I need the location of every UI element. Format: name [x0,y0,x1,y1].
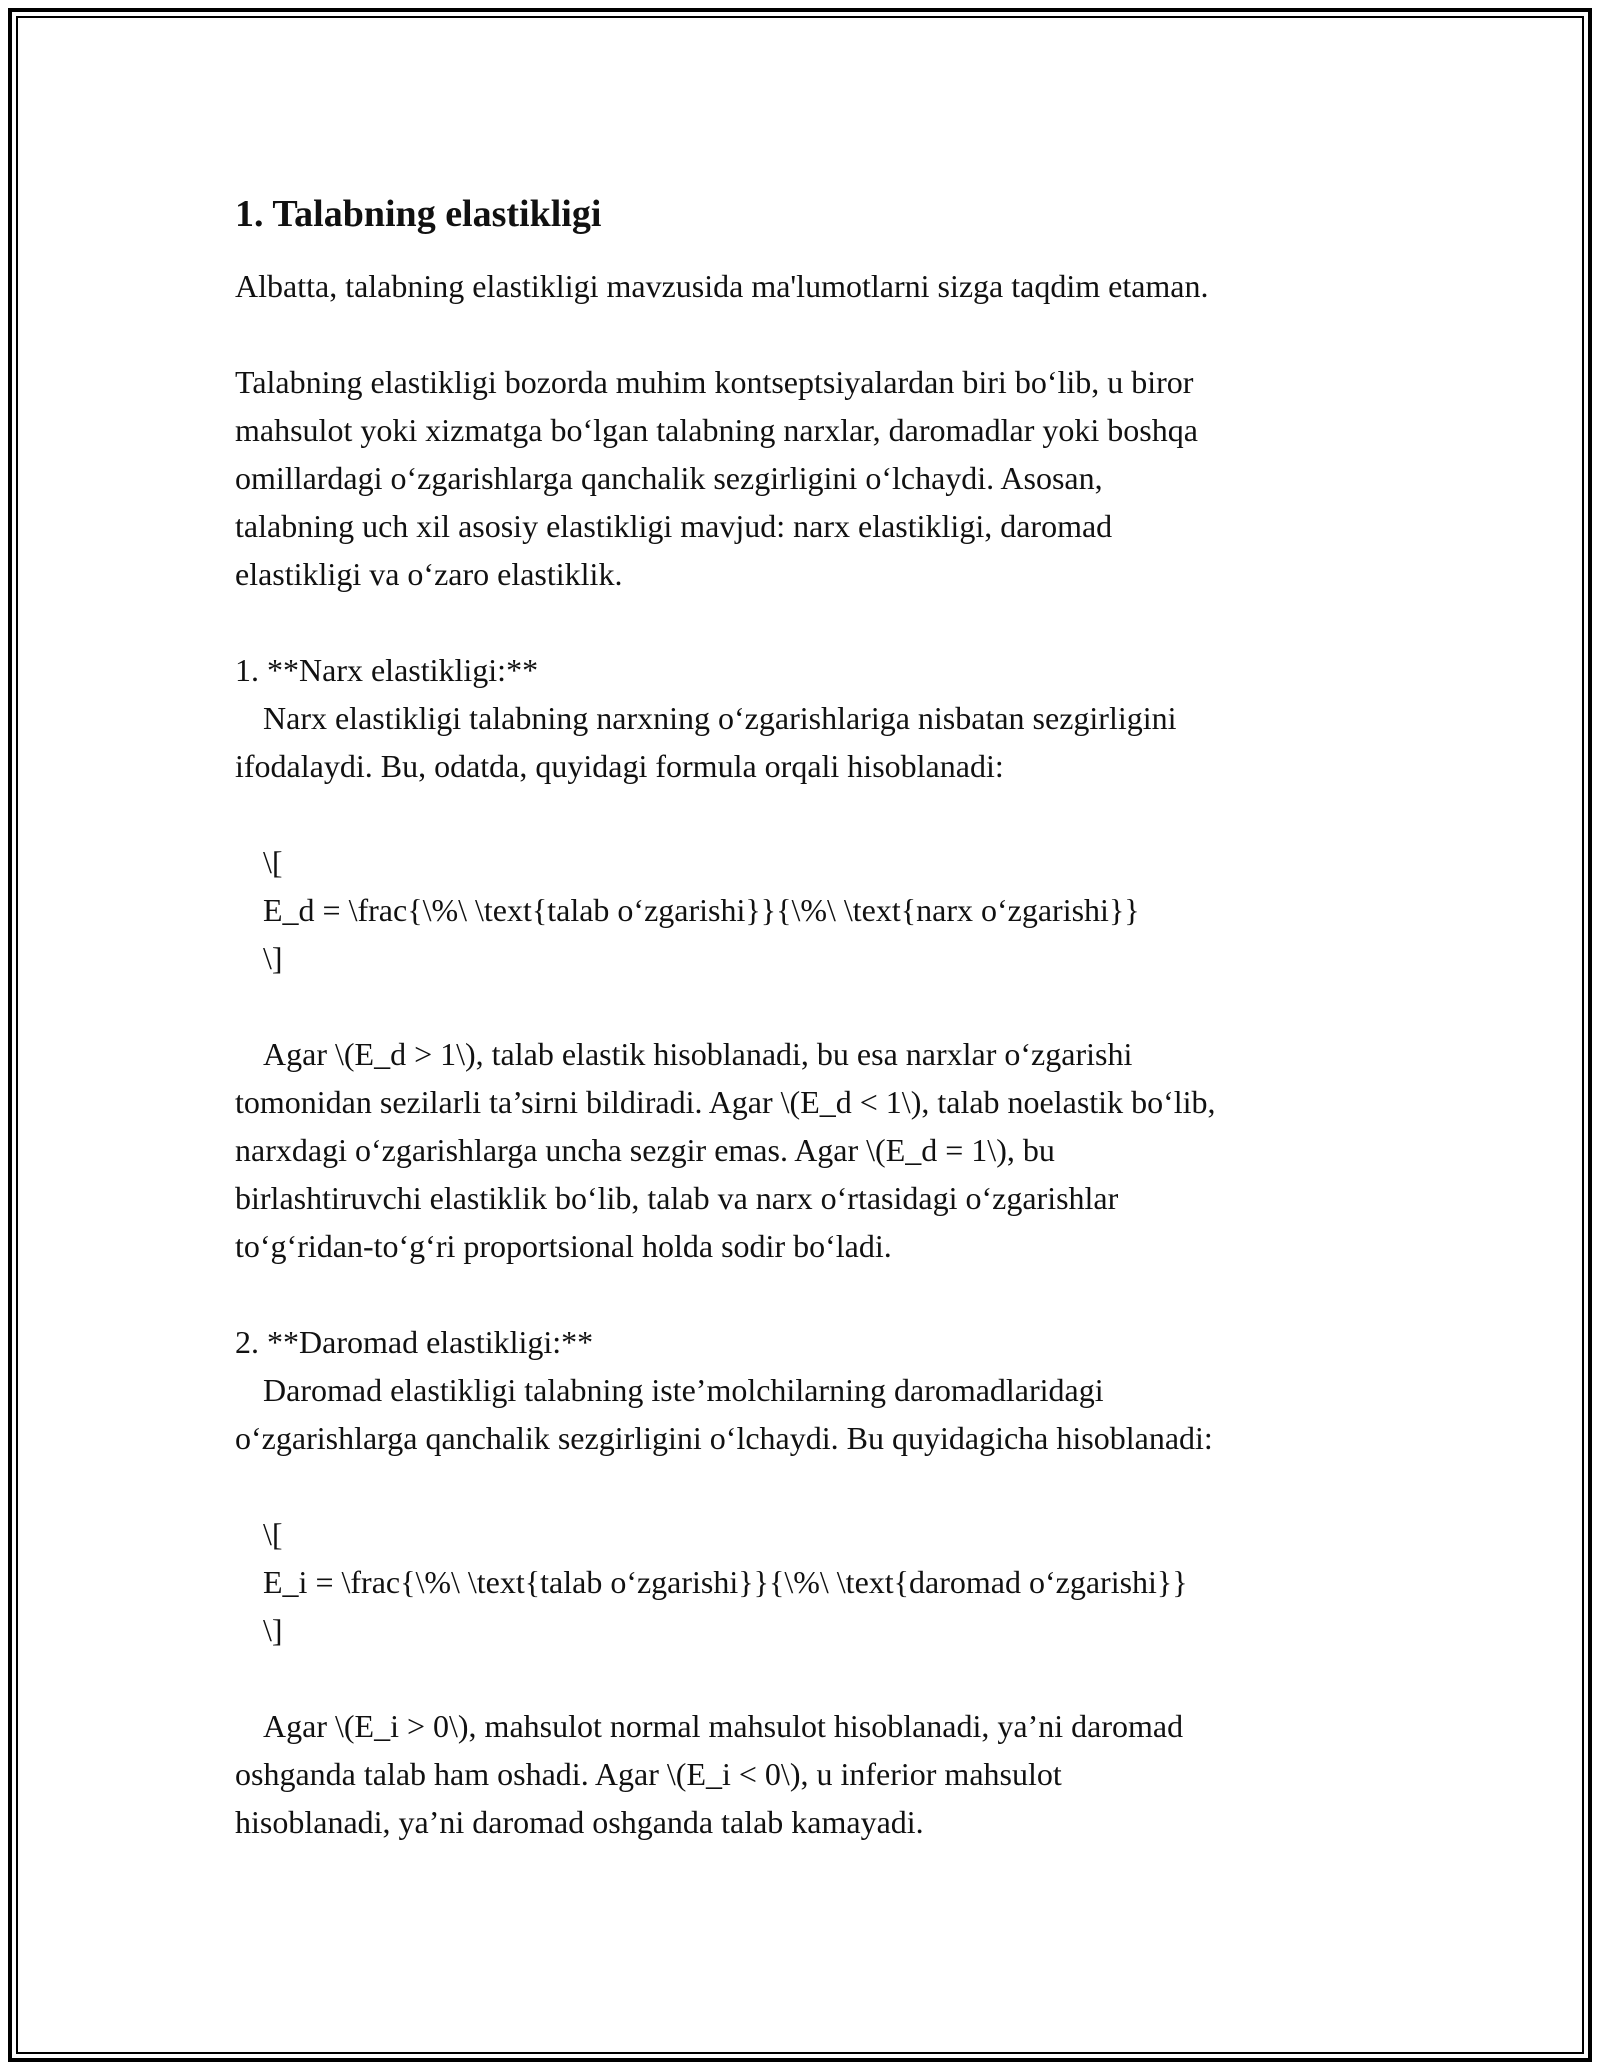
explanation-paragraph [235,1030,1385,1270]
explanation-line: oshganda talab ham oshadi. Agar \(E_i < 0\), u inferior mahsulot [235,1756,1062,1792]
spacer [235,598,1385,646]
explanation-line: tomonidan sezilarli ta’sirni bildiradi. Agar \(E_d < 1\), talab noelastik bo‘lib, [235,1084,1216,1120]
section-price-elasticity [235,646,1385,1270]
section-heading: 1. **Narx elastikligi:** [235,652,539,688]
overview-line: mahsulot yoki xizmatga bo‘lgan talabning narxlar, daromadlar yoki boshqa [235,412,1198,448]
spacer [235,310,1385,358]
formula-line: E_i = \frac{\%\ \text{talab o‘zgarishi}}{\%\ \text{daromad o‘zgarishi}} [263,1564,1188,1600]
section-income-elasticity [235,1318,1385,1846]
overview-line: elastikligi va o‘zaro elastiklik. [235,556,623,592]
formula-block [235,1510,1385,1654]
explanation-line: Agar \(E_i > 0\), mahsulot normal mahsulot hisoblanadi, ya’ni daromad [263,1708,1184,1744]
overview-line: Talabning elastikligi bozorda muhim kontseptsiyalardan biri bo‘lib, u biror [235,364,1194,400]
document-title: 1. Talabning elastikligi [235,193,602,235]
explanation-line: narxdagi o‘zgarishlarga uncha sezgir emas. Agar \(E_d = 1\), bu [235,1132,1055,1168]
explanation-line: to‘g‘ridan-to‘g‘ri proportsional holda sodir bo‘ladi. [235,1228,892,1264]
spacer [235,982,1385,1030]
formula-line: \] [263,1612,283,1648]
overview-line: talabning uch xil asosiy elastikligi mavjud: narx elastikligi, daromad [235,508,1113,544]
explanation-line: birlashtiruvchi elastiklik bo‘lib, talab va narx o‘rtasidagi o‘zgarishlar [235,1180,1119,1216]
section-desc-line: Daromad elastikligi talabning iste’molchilarning daromadlaridagi [263,1372,1104,1408]
section-heading: 2. **Daromad elastikligi:** [235,1324,594,1360]
explanation-paragraph [235,1702,1385,1846]
formula-line: \] [263,940,283,976]
explanation-line: Agar \(E_d > 1\), talab elastik hisoblanadi, bu esa narxlar o‘zgarishi [263,1036,1133,1072]
formula-line: E_d = \frac{\%\ \text{talab o‘zgarishi}}{\%\ \text{narx o‘zgarishi}} [263,892,1140,928]
section-desc-line: Narx elastikligi talabning narxning o‘zgarishlariga nisbatan sezgirligini [263,700,1177,736]
document-body [235,186,1385,1846]
spacer [235,1270,1385,1318]
intro-paragraph: Albatta, talabning elastikligi mavzusida ma'lumotlarni sizga taqdim etaman. [235,268,1209,304]
spacer [235,1462,1385,1510]
formula-line: \[ [263,1516,283,1552]
section-desc-line: o‘zgarishlarga qanchalik sezgirligini o‘lchaydi. Bu quyidagicha hisoblanadi: [235,1420,1213,1456]
section-desc-line: ifodalaydi. Bu, odatda, quyidagi formula orqali hisoblanadi: [235,748,1004,784]
spacer [235,1654,1385,1702]
spacer [235,790,1385,838]
overview-line: omillardagi o‘zgarishlarga qanchalik sezgirligini o‘lchaydi. Asosan, [235,460,1103,496]
explanation-line: hisoblanadi, ya’ni daromad oshganda talab kamayadi. [235,1804,924,1840]
formula-block [235,838,1385,982]
overview-paragraph [235,358,1385,598]
formula-line: \[ [263,844,283,880]
